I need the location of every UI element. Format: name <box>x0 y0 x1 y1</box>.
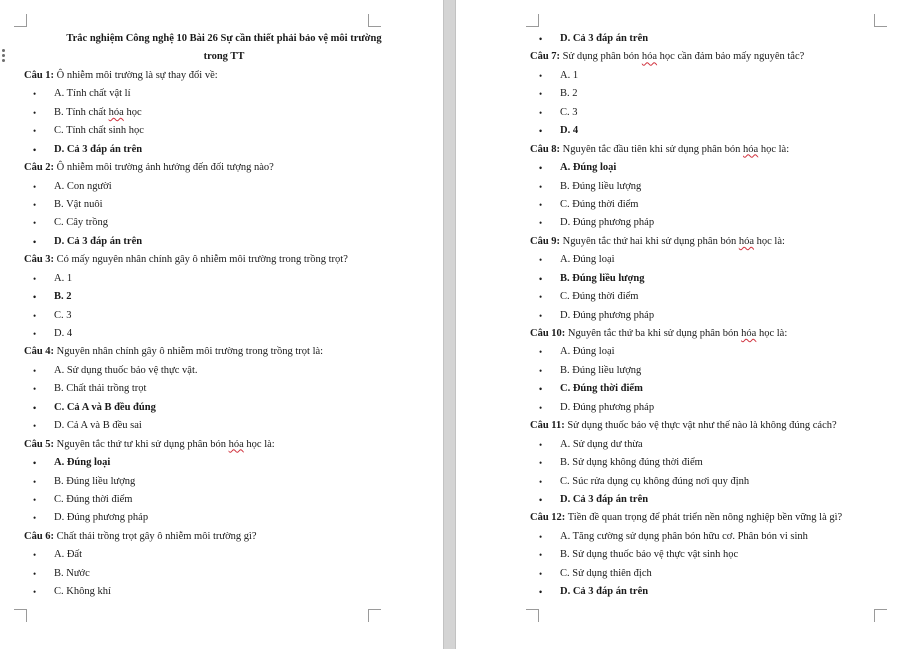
text: A. 1 <box>54 272 73 284</box>
question-line <box>530 48 900 66</box>
text: học là: <box>756 328 788 339</box>
question-number: Câu 7: <box>530 51 561 63</box>
answer-option <box>530 214 900 232</box>
text: C. Đúng thời điểm <box>560 383 643 395</box>
bullet-icon: • <box>539 181 543 192</box>
answer-option <box>530 178 900 196</box>
margin-marker-top-left <box>526 14 539 27</box>
bullet-icon: • <box>539 494 543 505</box>
bullet-icon: • <box>539 476 543 487</box>
text: Ô nhiễm môi trường ảnh hưởng đến đối tượng nào? <box>56 162 274 174</box>
page-gap <box>443 0 456 649</box>
text: Nguyên tắc đầu tiên khi sử dụng phân bón <box>562 143 744 155</box>
text: C. Cây trồng <box>54 217 108 229</box>
text: Nguyên nhân chính gây ô nhiễm môi trường trong trồng trọt là: <box>56 346 324 358</box>
question-line <box>530 509 900 527</box>
bullet-icon: • <box>33 568 37 579</box>
bullet-icon: • <box>539 89 543 100</box>
answer-option <box>530 473 900 491</box>
question-line <box>24 159 424 177</box>
question-number: Câu 6: <box>24 530 55 542</box>
text: C. Súc rửa dụng cụ không đúng nơi quy định <box>560 475 750 487</box>
bullet-icon: • <box>539 255 543 266</box>
answer-option <box>24 307 424 325</box>
bullet-icon: • <box>33 365 37 376</box>
answer-option <box>24 491 424 509</box>
text: D. Cả 3 đáp án trên <box>560 33 649 44</box>
text: A. Con người <box>54 180 112 192</box>
text: Tiền đề quan trọng để phát triển nền nông nghiệp bền vững là gì? <box>567 512 843 524</box>
margin-marker-top-left <box>14 14 27 27</box>
document-title-line-2: trong TT <box>203 51 245 63</box>
answer-option <box>24 325 424 343</box>
bullet-icon: • <box>539 587 543 598</box>
answer-option <box>530 454 900 472</box>
bullet-icon: • <box>33 458 37 469</box>
text: A. 1 <box>560 69 579 81</box>
bullet-icon: • <box>33 107 37 118</box>
answer-option <box>24 85 424 103</box>
bullet-icon: • <box>33 476 37 487</box>
answer-option <box>24 214 424 232</box>
bullet-icon: • <box>33 144 37 155</box>
margin-marker-top-right <box>874 14 887 27</box>
answer-option <box>24 104 424 122</box>
answer-option <box>530 67 900 85</box>
answer-option-correct <box>24 233 424 251</box>
question-number: Câu 3: <box>24 254 55 266</box>
text: học là: <box>758 143 790 155</box>
bullet-icon: • <box>33 421 37 432</box>
answer-option <box>530 546 900 564</box>
answer-option-correct <box>24 288 424 306</box>
bullet-icon: • <box>33 550 37 561</box>
answer-option-correct <box>24 141 424 159</box>
bullet-icon: • <box>539 531 543 542</box>
text: học là: <box>754 235 785 247</box>
text: A. Tính chất vật lí <box>54 88 131 100</box>
document-page-left <box>0 0 443 649</box>
answer-option <box>530 399 900 417</box>
answer-option <box>530 104 900 122</box>
text: D. 4 <box>560 125 579 137</box>
text: A. Đúng loại <box>560 346 615 358</box>
text: B. 2 <box>54 291 72 303</box>
text: B. Đúng liều lượng <box>560 272 645 284</box>
bullet-icon: • <box>539 199 543 210</box>
question-number: Câu 8: <box>530 143 561 155</box>
right-page-content <box>530 30 900 602</box>
text: Có mấy nguyên nhân chính gây ô nhiễm môi trường trong trồng trọt? <box>56 254 348 266</box>
left-page-content <box>24 30 424 602</box>
answer-option <box>530 436 900 454</box>
text: B. Sử dụng không đúng thời điểm <box>560 457 703 469</box>
margin-marker-top-right <box>368 14 381 27</box>
question-number: Câu 5: <box>24 438 55 450</box>
spellcheck-word[interactable]: hóa <box>228 438 244 450</box>
bullet-icon: • <box>539 34 543 44</box>
answer-option <box>530 565 900 583</box>
answer-option <box>24 380 424 398</box>
text: C. 3 <box>560 106 578 118</box>
bullet-icon: • <box>539 107 543 118</box>
text: B. Tính chất <box>54 106 109 118</box>
text: C. Tính chất sinh học <box>54 125 144 137</box>
answer-option <box>530 251 900 269</box>
answer-option <box>530 362 900 380</box>
answer-option-correct <box>530 30 900 48</box>
question-list-right <box>530 30 900 602</box>
bullet-icon: • <box>33 236 37 247</box>
bullet-icon: • <box>33 329 37 339</box>
text: Chất thải trồng trọt gây ô nhiễm môi trường gì? <box>56 530 257 542</box>
text: Ô nhiễm môi trường là sự thay đổi về: <box>56 69 218 81</box>
text: A. Đúng loại <box>54 457 111 469</box>
text: B. 2 <box>560 88 578 100</box>
question-number: Câu 4: <box>24 346 55 358</box>
bullet-icon: • <box>539 273 543 284</box>
text: D. 4 <box>54 328 73 339</box>
question-line <box>24 436 424 454</box>
answer-option <box>530 288 900 306</box>
text: D. Cả 3 đáp án trên <box>54 143 143 155</box>
answer-option <box>24 122 424 140</box>
bullet-icon: • <box>33 513 37 524</box>
text: A. Sử dụng dư thừa <box>560 438 643 450</box>
bullet-icon: • <box>33 273 37 284</box>
bullet-icon: • <box>539 439 543 450</box>
answer-option-correct <box>530 583 900 601</box>
answer-option <box>530 343 900 361</box>
text: B. Đúng liều lượng <box>560 180 642 192</box>
text: D. Đúng phương pháp <box>560 217 655 229</box>
answer-option <box>24 473 424 491</box>
spellcheck-word[interactable]: hóa <box>741 328 757 339</box>
margin-marker-bottom-left <box>14 609 27 622</box>
bullet-icon: • <box>539 365 543 376</box>
question-line <box>24 343 424 361</box>
bullet-icon: • <box>33 292 37 303</box>
text: D. Đúng phương pháp <box>54 512 149 524</box>
question-line <box>530 417 900 435</box>
answer-option-correct <box>530 491 900 509</box>
margin-marker-bottom-left <box>526 609 539 622</box>
text: A. Đúng loại <box>560 162 617 174</box>
text: C. Sử dụng thiên địch <box>560 567 652 579</box>
bullet-icon: • <box>539 218 543 229</box>
bullet-icon: • <box>539 70 543 81</box>
bullet-icon: • <box>539 402 543 413</box>
bullet-icon: • <box>539 458 543 469</box>
answer-option <box>530 85 900 103</box>
bullet-icon: • <box>33 384 37 395</box>
question-line <box>24 67 424 85</box>
text: D. Cả A và B đều sai <box>54 420 142 432</box>
bullet-icon: • <box>539 126 543 137</box>
text: B. Nước <box>54 567 90 579</box>
question-number: Câu 9: <box>530 235 561 247</box>
text: B. Sử dụng thuốc bảo vệ thực vật sinh học <box>560 549 739 561</box>
text: B. Đúng liều lượng <box>560 364 642 376</box>
document-title-line-1: Trắc nghiệm Công nghệ 10 Bài 26 Sự cần thiết phải bảo vệ môi trường <box>66 33 382 44</box>
spellcheck-word[interactable]: hóa <box>641 51 658 63</box>
text: C. Đúng thời điểm <box>560 291 639 303</box>
question-number: Câu 1: <box>24 69 55 81</box>
question-line <box>24 528 424 546</box>
bullet-icon: • <box>539 292 543 303</box>
text: C. Không khí <box>54 586 111 598</box>
text: Sử dụng thuốc bảo vệ thực vật như thế nào là không đúng cách? <box>567 420 837 432</box>
bullet-icon: • <box>33 310 37 321</box>
text: C. Đúng thời điểm <box>560 198 639 210</box>
text: C. Cả A và B đều đúng <box>54 401 156 413</box>
answer-option <box>24 196 424 214</box>
text: C. 3 <box>54 309 72 321</box>
bullet-icon: • <box>33 587 37 598</box>
question-number: Câu 12: <box>530 512 566 524</box>
bullet-icon: • <box>33 402 37 413</box>
bullet-icon: • <box>33 181 37 192</box>
spellcheck-word[interactable]: hóa <box>743 143 759 155</box>
text: A. Sử dụng thuốc bảo vệ thực vật. <box>54 364 198 376</box>
text: B. Vật nuôi <box>54 198 103 210</box>
question-line <box>24 251 424 269</box>
bullet-icon: • <box>33 89 37 100</box>
question-number: Câu 2: <box>24 162 55 174</box>
answer-option <box>24 509 424 527</box>
question-list-left <box>24 67 424 602</box>
margin-marker-bottom-right <box>368 609 381 622</box>
document-page-right <box>456 0 908 649</box>
answer-option <box>24 178 424 196</box>
text: D. Cả 3 đáp án trên <box>54 235 143 247</box>
bullet-icon: • <box>539 550 543 561</box>
bullet-icon: • <box>33 218 37 229</box>
bullet-icon: • <box>33 126 37 137</box>
answer-option-correct <box>24 399 424 417</box>
question-number: Câu 11: <box>530 420 565 432</box>
text: học là: <box>243 438 275 450</box>
text: A. Đúng loại <box>560 254 615 266</box>
bullet-icon: • <box>33 494 37 505</box>
text: B. Đúng liều lượng <box>54 475 136 487</box>
answer-option <box>530 528 900 546</box>
margin-marker-bottom-right <box>874 609 887 622</box>
bullet-icon: • <box>33 199 37 210</box>
answer-option-correct <box>24 454 424 472</box>
text: D. Đúng phương pháp <box>560 401 655 413</box>
text: Nguyên tắc thứ hai khi sử dụng phân bón <box>562 235 739 247</box>
answer-option <box>530 307 900 325</box>
answer-option <box>24 417 424 435</box>
answer-option-correct <box>530 270 900 288</box>
text: A. Tăng cường sử dụng phân bón hữu cơ. Phân bón vi sinh <box>560 530 808 542</box>
text: D. Cả 3 đáp án trên <box>560 586 649 598</box>
question-number: Câu 10: <box>530 328 566 339</box>
question-line <box>530 325 900 343</box>
bullet-icon: • <box>539 310 543 321</box>
answer-option <box>24 583 424 601</box>
bullet-icon: • <box>539 163 543 174</box>
question-line <box>530 141 900 159</box>
answer-option-correct <box>530 159 900 177</box>
answer-option <box>24 546 424 564</box>
spellcheck-word[interactable]: hóa <box>738 235 754 247</box>
spellcheck-word[interactable]: hóa <box>108 106 124 118</box>
text: Sử dụng phân bón <box>562 51 642 63</box>
text: D. Cả 3 đáp án trên <box>560 493 649 505</box>
drag-handle-icon[interactable] <box>2 49 5 64</box>
text: học <box>123 106 142 118</box>
text: A. Đất <box>54 549 82 561</box>
text: Nguyên tắc thứ tư khi sử dụng phân bón <box>56 438 229 450</box>
answer-option-correct <box>530 380 900 398</box>
bullet-icon: • <box>539 568 543 579</box>
answer-option <box>530 196 900 214</box>
text: Nguyên tắc thứ ba khi sử dụng phân bón <box>567 328 742 339</box>
text: B. Chất thải trồng trọt <box>54 383 147 395</box>
answer-option <box>24 565 424 583</box>
text: D. Đúng phương pháp <box>560 309 655 321</box>
bullet-icon: • <box>539 384 543 395</box>
answer-option-correct <box>530 122 900 140</box>
question-line <box>530 233 900 251</box>
text: học cần đảm bảo mấy nguyên tắc? <box>657 51 805 63</box>
answer-option <box>24 270 424 288</box>
bullet-icon: • <box>539 347 543 358</box>
text: C. Đúng thời điểm <box>54 493 133 505</box>
answer-option <box>24 362 424 380</box>
